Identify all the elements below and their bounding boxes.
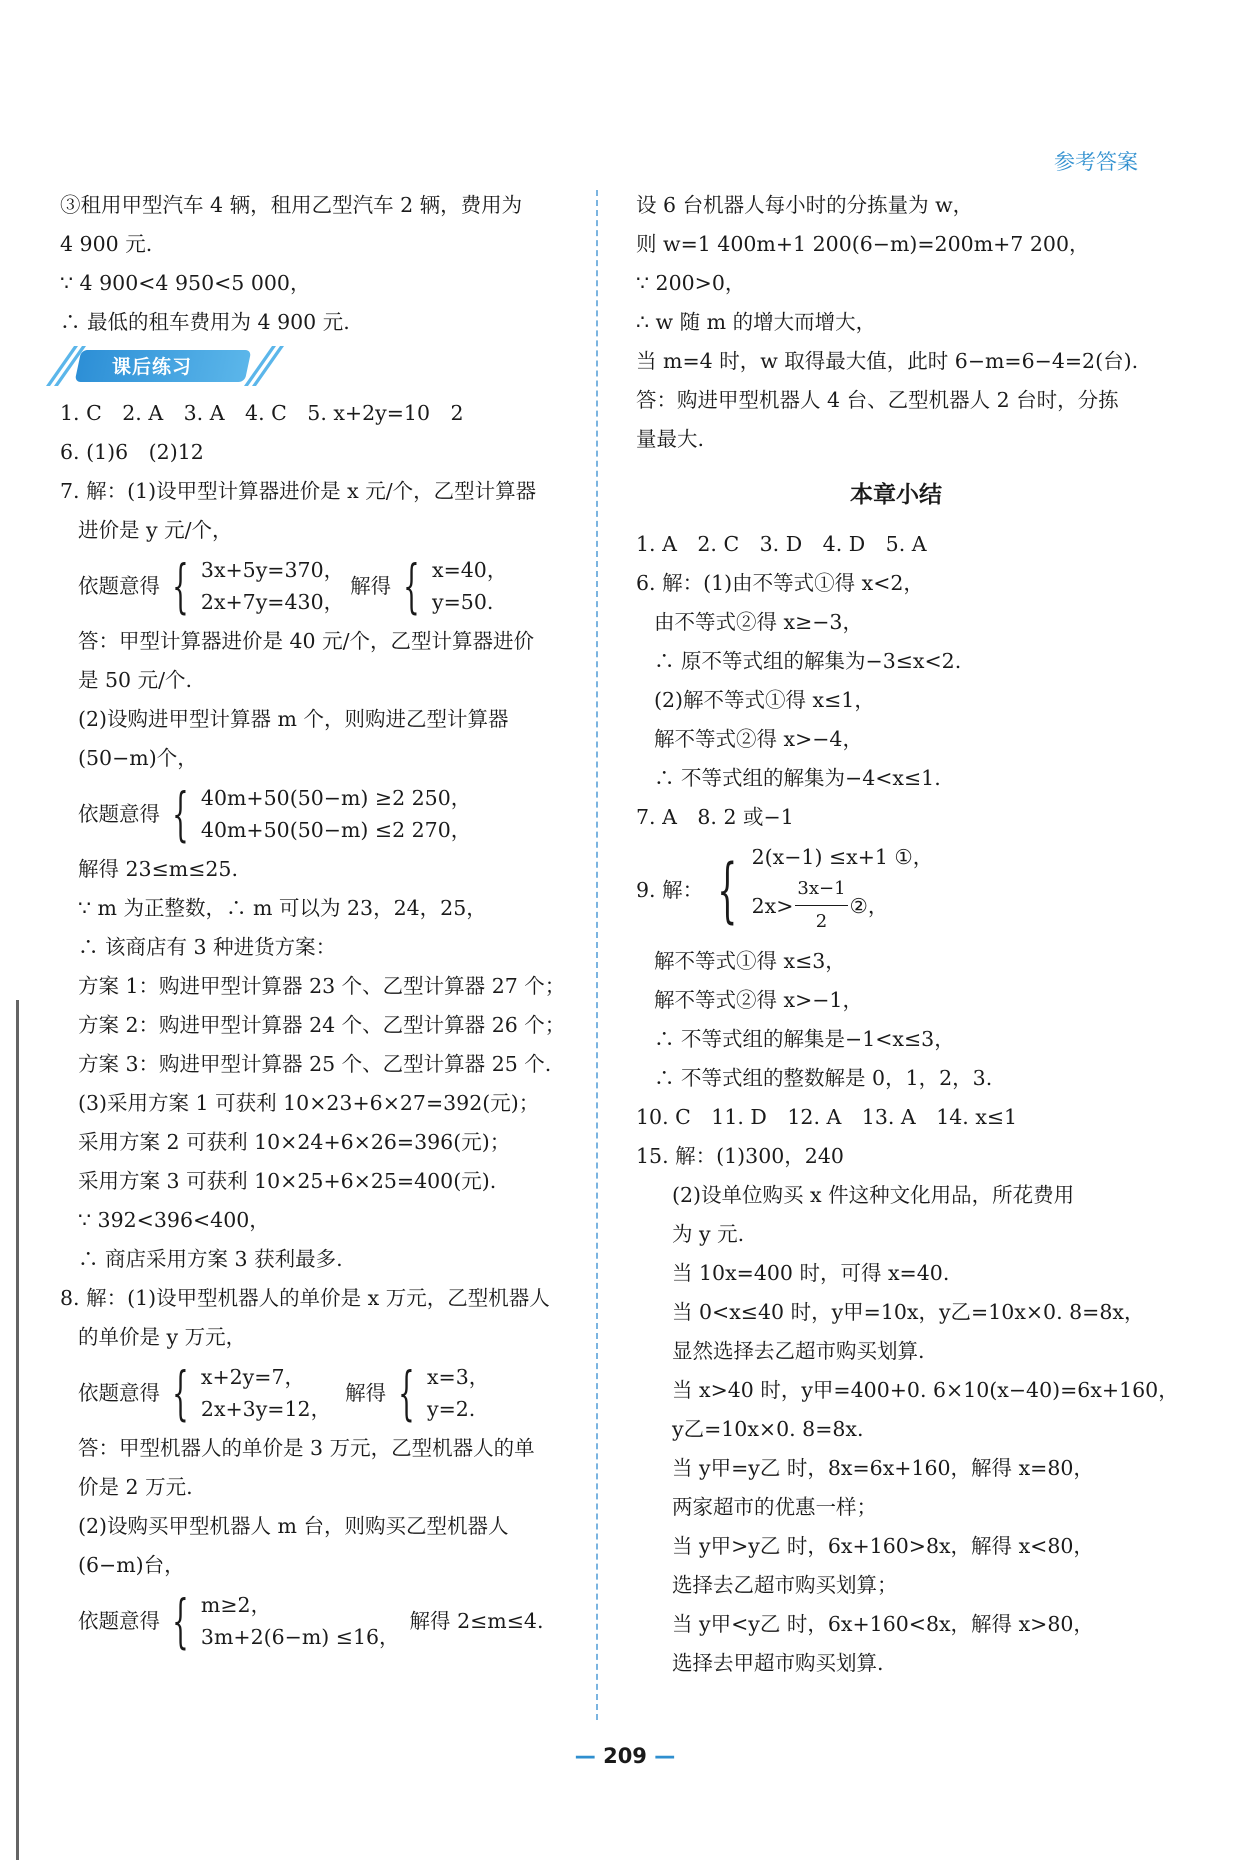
answer-line: ∵ 200>0， — [636, 271, 746, 295]
brace-icon: { — [403, 552, 420, 620]
answer-line: 解得 23≤m≤25. — [78, 857, 238, 881]
system-label: 依题意得 — [78, 1609, 160, 1633]
equation: 3m+2(6−m) ≤16， — [200, 1625, 400, 1649]
denominator: 2 — [815, 911, 828, 932]
answer-line: 1. A 2. C 3. D 4. D 5. A — [636, 532, 927, 556]
answer-line: 解不等式①得 x≤3， — [654, 949, 846, 973]
answer-line: 方案 2：购进甲型计算器 24 个、乙型计算器 26 个； — [78, 1013, 566, 1037]
answer-line: 7. A 8. 2 或−1 — [636, 805, 794, 829]
answer-line: 为 y 元. — [672, 1222, 745, 1246]
equation: 2x+7y=430， — [200, 590, 345, 614]
answer-line: 进价是 y 元/个， — [78, 518, 233, 542]
brace-icon: { — [172, 1587, 189, 1655]
answer-line: 当 y甲=y乙 时，8x=6x+160，解得 x=80， — [672, 1456, 1094, 1480]
answer-line: y乙=10x×0. 8=8x. — [672, 1417, 864, 1441]
answer-line: 当 0<x≤40 时，y甲=10x，y乙=10x×0. 8=8x， — [672, 1300, 1145, 1324]
solution-label: 解得 — [350, 574, 392, 598]
answer-line: ∴ 不等式组的解集为−4<x≤1. — [654, 766, 941, 790]
page-number: — 209 — — [574, 1744, 676, 1768]
answer-line: (50−m)个， — [78, 746, 198, 770]
question-label: 9. 解： — [636, 877, 704, 902]
answer-line: 则 w=1 400m+1 200(6−m)=200m+7 200， — [636, 232, 1090, 256]
answer-line: 方案 3：购进甲型计算器 25 个、乙型计算器 25 个. — [78, 1052, 552, 1076]
answer-line: (2)设单位购买 x 件这种文化用品，所花费用 — [672, 1183, 1075, 1207]
answer-line: 答：购进甲型机器人 4 台、乙型机器人 2 台时，分拣 — [636, 388, 1119, 412]
equation: x=40， — [432, 558, 508, 582]
answer-line: 15. 解：(1)300，240 — [636, 1144, 844, 1168]
equation-system — [60, 1361, 580, 1425]
answer-line: 8. 解：(1)设甲型机器人的单价是 x 万元，乙型机器人 — [60, 1286, 550, 1310]
text-line: ∴ 最低的租车费用为 4 900 元. — [60, 310, 350, 334]
answer-line: 6. 解：(1)由不等式①得 x<2， — [636, 571, 924, 595]
left-column — [60, 186, 580, 1657]
solution-label: 解得 — [345, 1381, 387, 1405]
brace-icon: { — [717, 848, 738, 931]
answer-line: 是 50 元/个. — [78, 668, 193, 692]
answer-line: 解不等式②得 x>−4， — [654, 727, 863, 751]
equation: 3x+5y=370， — [200, 558, 345, 582]
equation: x=3， — [426, 1365, 490, 1389]
equation-system — [60, 1589, 580, 1653]
answer-line: 当 y甲>y乙 时，6x+160>8x，解得 x<80， — [672, 1534, 1094, 1558]
equation: x+2y=7， — [200, 1365, 305, 1389]
answer-line: 选择去乙超市购买划算； — [672, 1573, 898, 1597]
system-label: 依题意得 — [78, 1381, 160, 1405]
equation: y=2. — [426, 1397, 476, 1421]
answer-line: ∵ 392<396<400， — [78, 1208, 270, 1232]
page-number-value: 209 — [603, 1744, 647, 1768]
answer-line: ∴ w 随 m 的增大而增大， — [636, 310, 877, 334]
inequality-right: ②， — [849, 893, 889, 918]
answer-line: 答：甲型计算器进价是 40 元/个，乙型计算器进价 — [78, 629, 535, 653]
inequality — [752, 873, 934, 938]
answer-line: 当 m=4 时，w 取得最大值，此时 6−m=6−4=2(台). — [636, 349, 1139, 373]
answer-line: (2)设购买甲型机器人 m 台，则购买乙型机器人 — [78, 1514, 509, 1538]
answer-line: 价是 2 万元. — [78, 1475, 193, 1499]
answer-line: 6. (1)6 (2)12 — [60, 440, 204, 464]
equation: 2x+3y=12， — [200, 1397, 332, 1421]
brace-icon: { — [172, 552, 189, 620]
banner-label: 课后练习 — [112, 356, 193, 378]
brace-icon: { — [172, 780, 189, 848]
answer-line: 的单价是 y 万元， — [78, 1325, 247, 1349]
inequality: 2(x−1) ≤x+1 ①， — [751, 845, 934, 869]
answer-line: 1. C 2. A 3. A 4. C 5. x+2y=10 2 — [60, 401, 464, 425]
answer-line: ∴ 不等式组的解集是−1<x≤3， — [654, 1027, 955, 1051]
fraction — [795, 873, 847, 938]
numerator: 3x−1 — [795, 873, 847, 906]
answer-line: 答：甲型机器人的单价是 3 万元，乙型机器人的单 — [78, 1436, 535, 1460]
answer-line: 采用方案 3 可获利 10×25+6×25=400(元). — [78, 1169, 497, 1193]
brace-icon: { — [172, 1359, 189, 1427]
answer-line: (2)解不等式①得 x≤1， — [654, 688, 875, 712]
right-column — [636, 186, 1179, 1683]
text-line: ③租用甲型汽车 4 辆，租用乙型汽车 2 辆，费用为 — [60, 193, 523, 217]
answer-line: 7. 解：(1)设甲型计算器进价是 x 元/个，乙型计算器 — [60, 479, 537, 503]
answer-line: 量最大. — [636, 427, 705, 451]
section-banner — [60, 344, 580, 388]
answer-line: 当 10x=400 时，可得 x=40. — [672, 1261, 950, 1285]
chapter-title: 本章小结 — [850, 482, 942, 508]
text-line: 4 900 元. — [60, 232, 153, 256]
equation-system — [60, 554, 580, 618]
answer-line: ∴ 不等式组的整数解是 0，1，2，3. — [654, 1066, 993, 1090]
system-label: 依题意得 — [78, 802, 160, 826]
text-line: ∵ 4 900<4 950<5 000， — [60, 271, 311, 295]
equation: 40m+50(50−m) ≥2 250， — [200, 786, 472, 810]
header-tag: 参考答案 — [1054, 150, 1138, 174]
answer-line: ∵ m 为正整数，∴ m 可以为 23，24，25， — [78, 896, 487, 920]
answer-line: 选择去甲超市购买划算. — [672, 1651, 884, 1675]
answer-line: (2)设购进甲型计算器 m 个，则购进乙型计算器 — [78, 707, 509, 731]
answer-line: 当 y甲<y乙 时，6x+160<8x，解得 x>80， — [672, 1612, 1094, 1636]
answer-line: 10. C 11. D 12. A 13. A 14. x≤1 — [636, 1105, 1018, 1129]
scan-edge — [16, 1000, 19, 1860]
answer-line: 解不等式②得 x>−1， — [654, 988, 863, 1012]
answer-line: 两家超市的优惠一样； — [672, 1495, 877, 1519]
solution-text: 解得 2≤m≤4. — [409, 1609, 544, 1633]
answer-line: (3)采用方案 1 可获利 10×23+6×27=392(元)； — [78, 1091, 540, 1115]
answer-line: 由不等式②得 x≥−3， — [654, 610, 863, 634]
inequality-left: 2x> — [751, 893, 794, 918]
brace-icon: { — [398, 1359, 415, 1427]
answer-line: (6−m)台， — [78, 1553, 185, 1577]
answer-line: ∴ 商店采用方案 3 获利最多. — [78, 1247, 343, 1271]
answer-line: 设 6 台机器人每小时的分拣量为 w， — [636, 193, 974, 217]
answer-line: ∴ 该商店有 3 种进货方案： — [78, 935, 337, 959]
equation: 40m+50(50−m) ≤2 270， — [200, 818, 472, 842]
answer-line: 当 x>40 时，y甲=400+0. 6×10(x−40)=6x+160， — [672, 1378, 1179, 1402]
answer-line: ∴ 原不等式组的解集为−3≤x<2. — [654, 649, 962, 673]
equation: m≥2， — [200, 1593, 272, 1617]
column-divider — [596, 190, 598, 1720]
answer-line: 采用方案 2 可获利 10×24+6×26=396(元)； — [78, 1130, 511, 1154]
system-label: 依题意得 — [78, 574, 160, 598]
equation: y=50. — [432, 590, 494, 614]
equation-system — [60, 782, 580, 846]
inequality-system — [636, 841, 1156, 938]
answer-line: 显然选择去乙超市购买划算. — [672, 1339, 925, 1363]
answer-line: 方案 1：购进甲型计算器 23 个、乙型计算器 27 个； — [78, 974, 566, 998]
